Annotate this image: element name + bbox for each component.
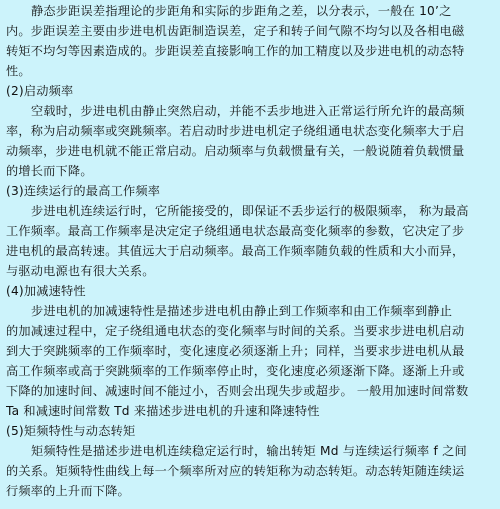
- paragraph-line-6: 空载时，步进电机由静止突然启动，并能不丢步地进入正常运行所允许的最高频: [31, 104, 465, 118]
- paragraph-line-21: Ta 和减速时间常数 Td 来描述步进电机的升速和降速特性: [6, 404, 320, 418]
- paragraph-line-17: 的加减速过程中，定子绕组通电状态的变化频率与时间的关系。当要求步进电机启动: [6, 324, 465, 338]
- paragraph-line-16: 步进电机的加减速特性是描述步进电机由静止到工作频率和由工作频率到静止: [31, 304, 453, 318]
- paragraph-line-8: 动频率，步进电机就不能正常启动。启动频率与负载惯量有关，一般说随着负载惯量: [6, 144, 465, 158]
- section-heading-max-working-frequency: (3)连续运行的最高工作频率: [6, 184, 161, 198]
- section-heading-acceleration: (4)加减速特性: [6, 284, 86, 298]
- paragraph-line-19: 高工作频率或高于突跳频率的工作频率停止时，变化速度必须逐渐下降。逐渐上升或: [6, 364, 465, 378]
- paragraph-line-3: 转矩不均匀等因素造成的。步距误差直接影响工作的加工精度以及步进电机的动态特: [6, 44, 465, 58]
- paragraph-line-23: 矩频特性是描述步进电机连续稳定运行时，输出转矩 Md 与连续运行频率 f 之间: [31, 444, 467, 458]
- paragraph-line-11: 步进电机连续运行时，它所能接受的，即保证不丢步运行的极限频率， 称为最高: [31, 204, 469, 218]
- paragraph-line-7: 率，称为启动频率或突跳频率。若启动时步进电机定子绕组通电状态变化频率大于启: [6, 124, 465, 138]
- section-heading-torque-frequency: (5)矩频特性与动态转矩: [6, 424, 136, 438]
- paragraph-line-13: 进电机的最高转速。其值远大于启动频率。最高工作频率随负载的性质和大小而异，: [6, 244, 465, 258]
- paragraph-line-18: 到大于突跳频率的工作频率时，变化速度必须逐渐上升；同样，当要求步进电机从最: [6, 344, 465, 358]
- paragraph-line-20: 下降的加速时间、减速时间不能过小，否则会出现失步或超步。 一般用加速时间常数: [6, 384, 469, 398]
- paragraph-line-4: 性。: [6, 64, 31, 78]
- paragraph-line-2: 内。步距误差主要由步进电机齿距制造误差，定子和转子间气隙不均匀以及各相电磁: [6, 24, 465, 38]
- paragraph-line-24: 的关系。矩频特性曲线上每一个频率所对应的转矩称为动态转矩。动态转矩随连续运: [6, 464, 465, 478]
- paragraph-line-9: 的增长而下降。: [6, 164, 93, 178]
- paragraph-line-12: 工作频率。最高工作频率是决定定子绕组通电状态最高变化频率的参数，它决定了步: [6, 224, 465, 238]
- paragraph-line-14: 与驱动电源也有很大关系。: [6, 264, 155, 278]
- paragraph-line-25: 行频率的上升而下降。: [6, 484, 130, 498]
- section-heading-startup-frequency: (2)启动频率: [6, 84, 74, 98]
- paragraph-line-1: 静态步距误差指理论的步距角和实际的步距角之差，以分表示，一般在 10’之: [31, 4, 452, 18]
